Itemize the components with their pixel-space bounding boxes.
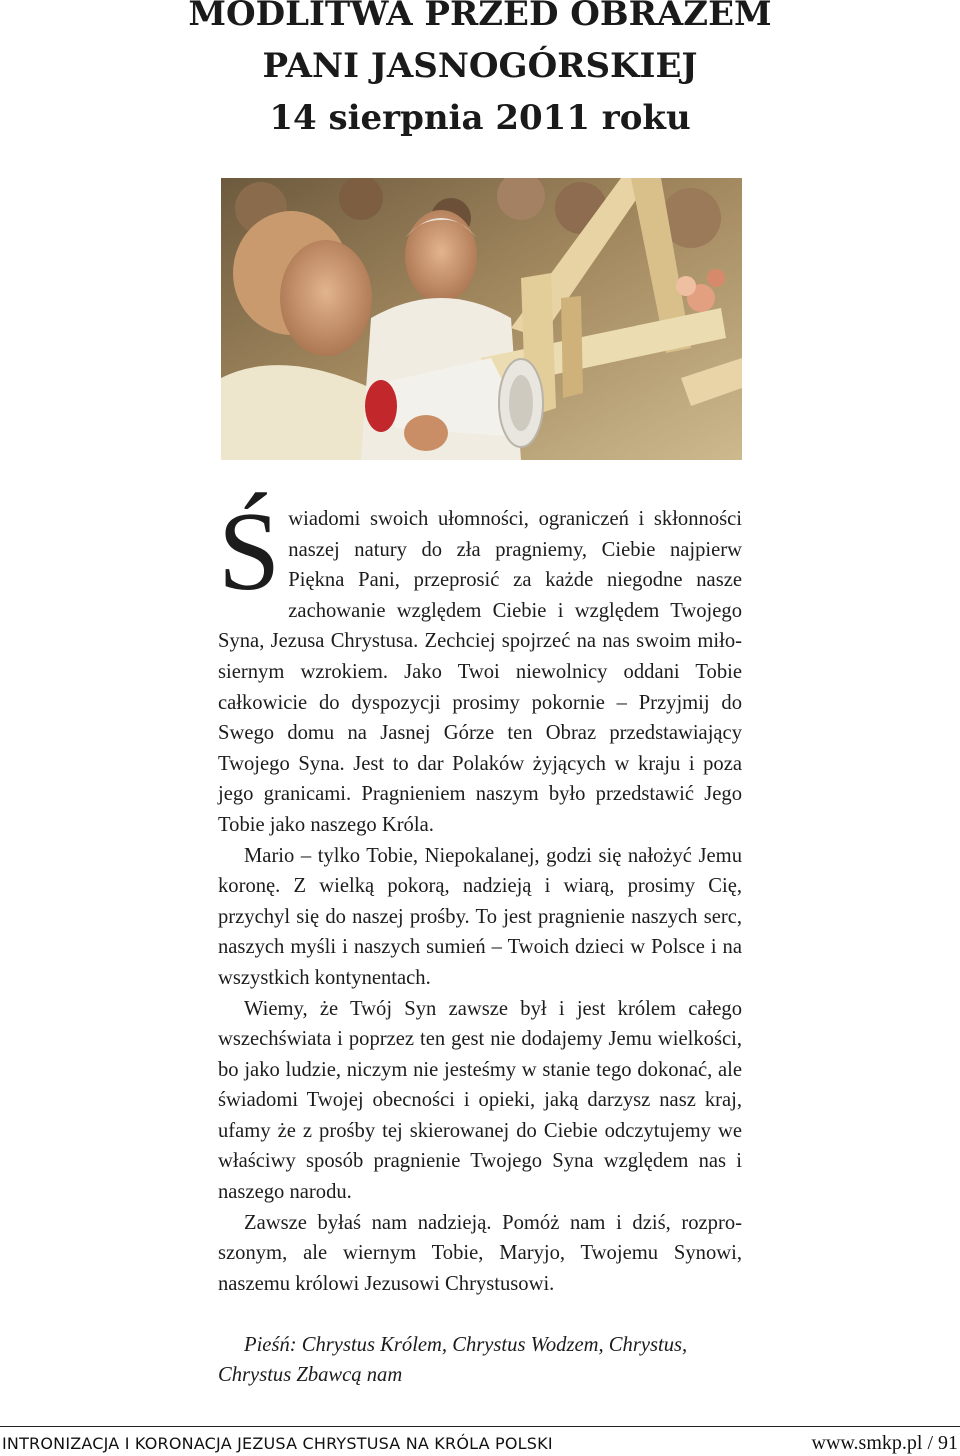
page-title-line-1: MODLITWA PRZED OBRAZEM: [188, 0, 772, 34]
footer-publication-title: INTRONIZACJA I KORONACJA JEZUSA CHRYSTUSA NA KRÓLA POLSKI: [2, 1434, 553, 1453]
prayer-paragraph-1: [218, 490, 742, 841]
prayer-paragraph-3: Wiemy, że Twój Syn zawsze był i jest królem całego wszechświata i poprzez ten gest nie dodajemy Jemu wielkości, bo jako ludzie, niczym nie jesteśmy w stanie tego dokonać, ale świadomi Twojej obecności i opieki, jaką darzysz nasz kraj, ufamy że z prośby tej skierowanej do Ciebie odczytujemy we właściwy sposób pragnienie Twojego Syna względem nas i naszego narodu.: [218, 997, 742, 1204]
photo-illustration: [221, 178, 742, 460]
song-text: Pieśń: Chrystus Królem, Chrystus Wodzem, Chrystus, Chrystus Zbawcą nam: [218, 1334, 688, 1386]
photo-crowd-megaphone: [221, 178, 742, 460]
prayer-paragraph-1-text: wiadomi swoich ułomności, ograniczeń i skłonności naszej natury do zła pragniemy, Ciebie najpierw Piękna Pani, przeprosić za każde niegodne nasze zachowanie względem Ciebie i względem Twojego Syna, Jezusa Chrystusa. Zechciej spojrzeć na nas swoim miłosiernym wzrokiem. Jako Twoi niewolnicy oddani Tobie całkowicie do dyspozycji prosimy pokornie – Przyjmij do Swego domu na Jasnej Górze ten Obraz przedstawiający Twojego Syna. Jest to dar Polaków żyjących w kraju i poza jego granicami. Pragnieniem naszym było przedstawić Jego Tobie jako naszego Króla.: [218, 508, 742, 836]
prayer-paragraph-2: Mario – tylko Tobie, Niepokalanej, godzi się nałożyć Jemu koronę. Z wielką pokorą, nadzieją i wiarą, prosimy Cię, przychyl się do naszej prośby. To jest pragnienie naszych serc, naszych myśli i naszych sumień – Twoich dzieci w Polsce i na wszystkich kontynentach.: [218, 844, 742, 989]
song-note: [218, 1330, 758, 1390]
page-title-date: 14 sierpnia 2011 roku: [269, 98, 691, 138]
prayer-paragraph-4: Zawsze byłaś nam nadzieją. Pomóż nam i dziś, rozproszonym, ale wiernym Tobie, Maryjo, Twojemu Synowi, naszemu królowi Jezusowi Chrystusowi.: [218, 1211, 742, 1295]
footer-page-reference: www.smkp.pl / 91: [811, 1432, 958, 1454]
prayer-body: [218, 490, 742, 1299]
footer-divider: [0, 1426, 960, 1427]
drop-cap: Ś: [218, 490, 281, 614]
page-title-line-2: PANI JASNOGÓRSKIEJ: [262, 46, 698, 86]
